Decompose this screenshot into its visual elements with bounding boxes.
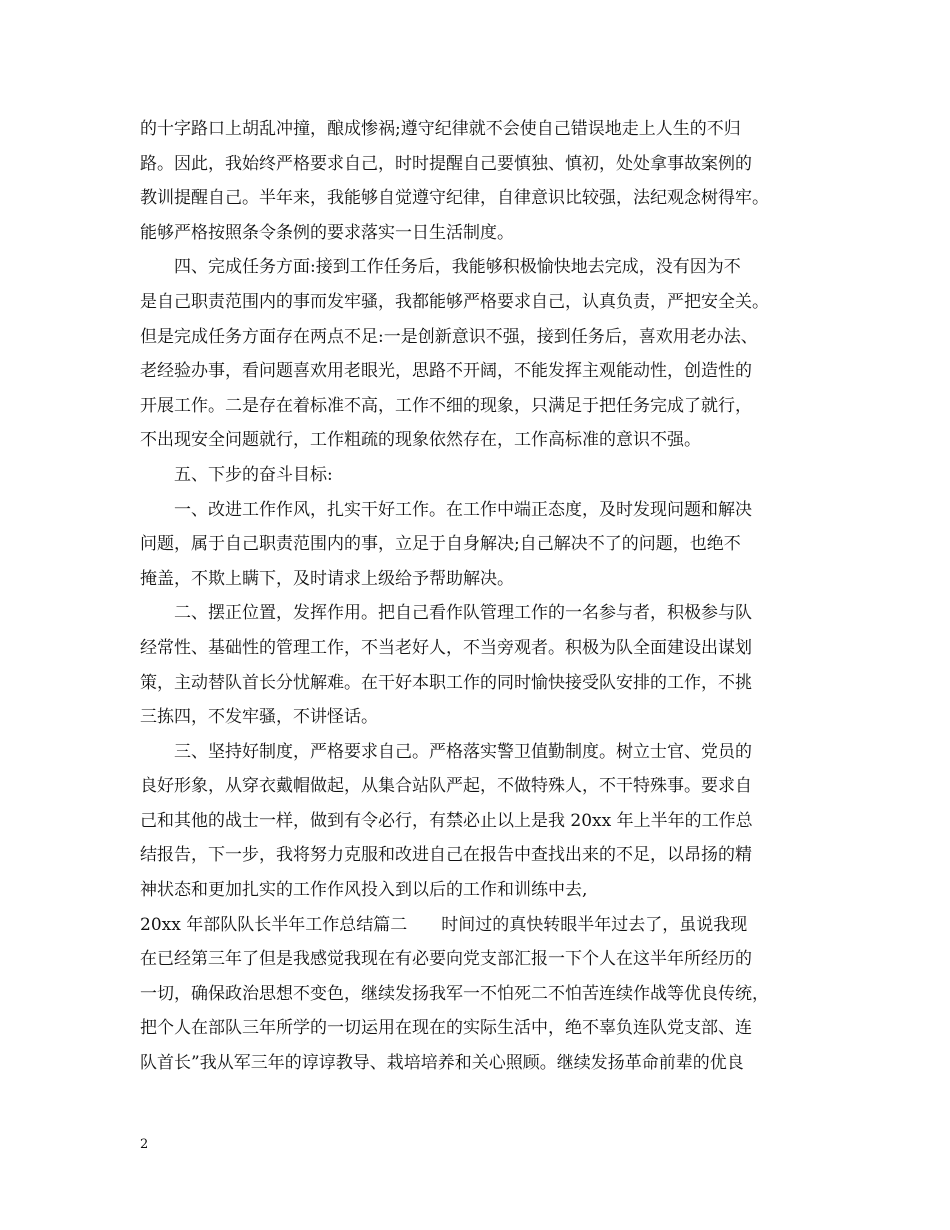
text-line: 是自己职责范围内的事而发牢骚，我都能够严格要求自己，认真负责，严把安全关。 [140, 291, 769, 312]
text-line: 掩盖，不欺上瞒下，及时请求上级给予帮助解决。 [140, 568, 514, 589]
text-line: 三、坚持好制度，严格要求自己。严格落实警卫值勤制度。树立士官、党员的 [174, 741, 752, 762]
document-body [140, 112, 830, 1081]
text-line: 二、摆正位置，发挥作用。把自己看作队管理工作的一名参与者，积极参与队 [174, 603, 752, 624]
text-line: 经常性、基础性的管理工作，不当老好人，不当旁观者。积极为队全面建设出谋划 [140, 637, 752, 658]
text-line: 队首长”我从军三年的谆谆教导、栽培培养和关心照顾。继续发扬革命前辈的优良 [140, 1053, 744, 1074]
text-line: 不出现安全问题就行，工作粗疏的现象依然存在，工作高标准的意识不强。 [140, 430, 701, 451]
text-line: 五、下步的奋斗目标: [174, 464, 333, 485]
text-line: 在已经第三年了但是我感觉我现在有必要向党支部汇报一下个人在这半年所经历的 [140, 949, 752, 970]
text-line: 神状态和更加扎实的工作作风投入到以后的工作和训练中去, [140, 880, 588, 901]
text-line: 开展工作。二是存在着标准不高，工作不细的现象，只满足于把任务完成了就行， [140, 395, 752, 416]
text-line: 结报告，下一步，我将努力克服和改进自己在报告中查找出来的不足，以昂扬的精 [140, 845, 752, 866]
text-line: 的十字路口上胡乱冲撞，酿成惨祸;遵守纪律就不会使自己错误地走上人生的不归 [140, 119, 741, 139]
text-line: 己和其他的战士一样，做到有令必行，有禁必止以上是我 20xx 年上半年的工作总 [140, 810, 753, 831]
text-line: 三拣四，不发牢骚，不讲怪话。 [140, 707, 378, 728]
text-line: 一、改进工作作风，扎实干好工作。在工作中端正态度，及时发现问题和解决 [174, 499, 752, 520]
text-line: 四、完成任务方面:接到工作任务后，我能够积极愉快地去完成，没有因为不 [174, 257, 741, 278]
text-line: 良好形象，从穿衣戴帽做起，从集合站队严起，不做特殊人，不干特殊事。要求自 [140, 776, 752, 797]
text-line: 问题，属于自己职责范围内的事，立足于自身解决;自己解决不了的问题，也绝不 [140, 534, 741, 555]
text-line: 老经验办事，看问题喜欢用老眼光，思路不开阔，不能发挥主观能动性，创造性的 [140, 361, 752, 382]
text-line: 能够严格按照条令条例的要求落实一日生活制度。 [140, 222, 514, 243]
page-number: 2 [140, 1137, 149, 1152]
text-line: 路。因此，我始终严格要求自己，时时提醒自己要慎独、慎初，处处拿事故案例的 [140, 153, 752, 174]
text-line: 一切，确保政治思想不变色，继续发扬我军一不怕死二不怕苦连续作战等优良传统， [140, 983, 769, 1004]
text-line: 但是完成任务方面存在两点不足:一是创新意识不强，接到任务后，喜欢用老办法、 [140, 326, 758, 347]
text-line: 20xx 年部队队长半年工作总结篇二 时间过的真快转眼半年过去了，虽说我现 [140, 914, 748, 935]
text-line: 把个人在部队三年所学的一切运用在现在的实际生活中，绝不辜负连队党支部、连 [140, 1018, 752, 1039]
text-line: 策，主动替队首长分忧解难。在干好本职工作的同时愉快接受队安排的工作，不挑 [140, 672, 752, 693]
text-line: 教训提醒自己。半年来，我能够自觉遵守纪律，自律意识比较强，法纪观念树得牢。 [140, 188, 769, 209]
